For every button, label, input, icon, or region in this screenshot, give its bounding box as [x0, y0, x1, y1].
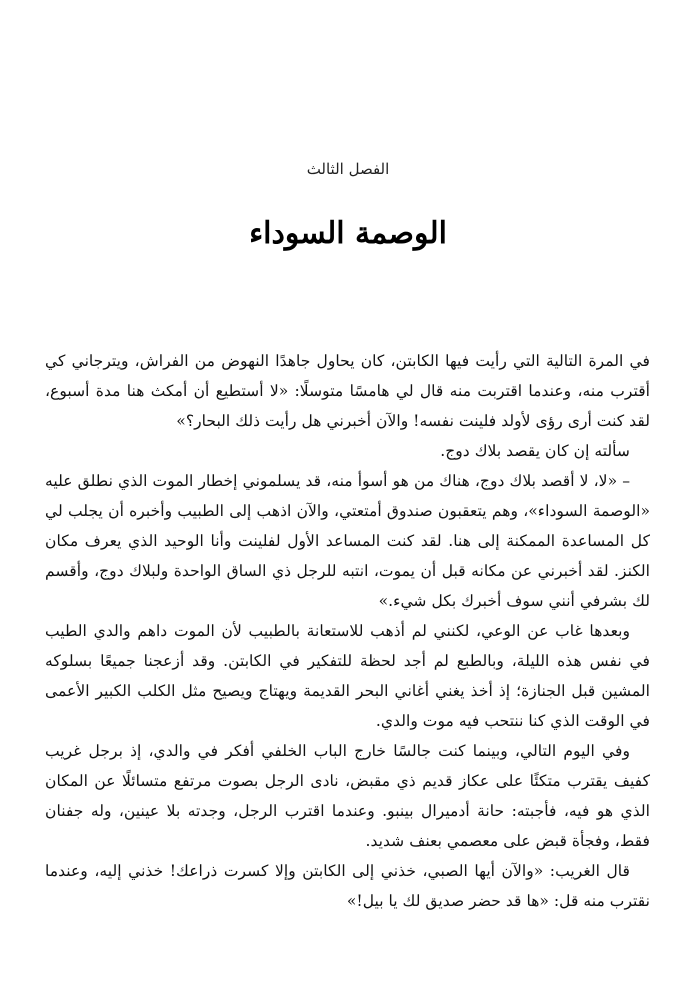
paragraph: وبعدها غاب عن الوعي، لكنني لم أذهب للاستعانة بالطبيب لأن الموت داهم والدي الطيب في نفس هذه الليلة، وبالطبع لم أجد لحظة للتفكير في الكابتن. وقد أزعجنا جميعًا بسلوكه المشين قبل الجنازة؛ إذ أخذ يغني أغاني البحر القديمة ويهتاج ويصيح مثل الكلب الكبير الأعمى في الوقت الذي كنا ننتحب فيه موت والدي. [45, 622, 650, 730]
chapter-label: الفصل الثالث [306, 160, 390, 178]
paragraph: قال الغريب: «والآن أيها الصبي، خذني إلى الكابتن وإلا كسرت ذراعك! خذني إليه، وعندما نقترب منه قل: «ها قد حضر صديق لك يا بيل!» [45, 862, 650, 910]
chapter-title: الوصمة السوداء [249, 216, 447, 251]
paragraph: في المرة التالية التي رأيت فيها الكابتن، كان يحاول جاهدًا النهوض من الفراش، ويترجاني كي أقترب منه، وعندما اقتربت منه قال لي هامسًا متوسلًا: «لا أستطيع أن أمكث هنا مدة أسبوع، لقد كنت أرى رؤى لأولد فلينت نفسه! والآن أخبرني هل رأيت ذلك البحار؟» [45, 352, 651, 430]
paragraph: – «لا، لا أقصد بلاك دوج، هناك من هو أسوأ منه، قد يسلموني إخطار الموت الذي نطلق عليه «الوصمة السوداء»، وهم يتعقبون صندوق أمتعتي، والآن اذهب إلى الطبيب وأخبره أن يجلب لي كل المساعدة الممكنة إلى هنا. لقد كنت المساعد الأول لفلينت وأنا الوحيد الذي يعرف مكان الكنز. لقد أخبرني عن مكانه قبل أن يموت، انتبه للرجل ذي الساق الواحدة ولبلاك دوج، وأقسم لك بشرفي أنني سوف أخبرك بكل شيء.» [45, 472, 650, 610]
paragraph: وفي اليوم التالي، وبينما كنت جالسًا خارج الباب الخلفي أفكر في والدي، إذ برجل غريب كفيف يقترب متكئًا على عكاز قديم ذي مقبض، نادى الرجل بصوت مرتفع متسائلًا عن المكان الذي هو فيه، فأجبته: حانة أدميرال بينبو. وعندما اقترب الرجل، وجدته بلا عينين، وله جفنان فقط، وفجأة قبض على معصمي بعنف شديد. [45, 742, 650, 850]
body-text [45, 346, 650, 916]
paragraph: سألته إن كان يقصد بلاك دوج. [440, 442, 630, 460]
